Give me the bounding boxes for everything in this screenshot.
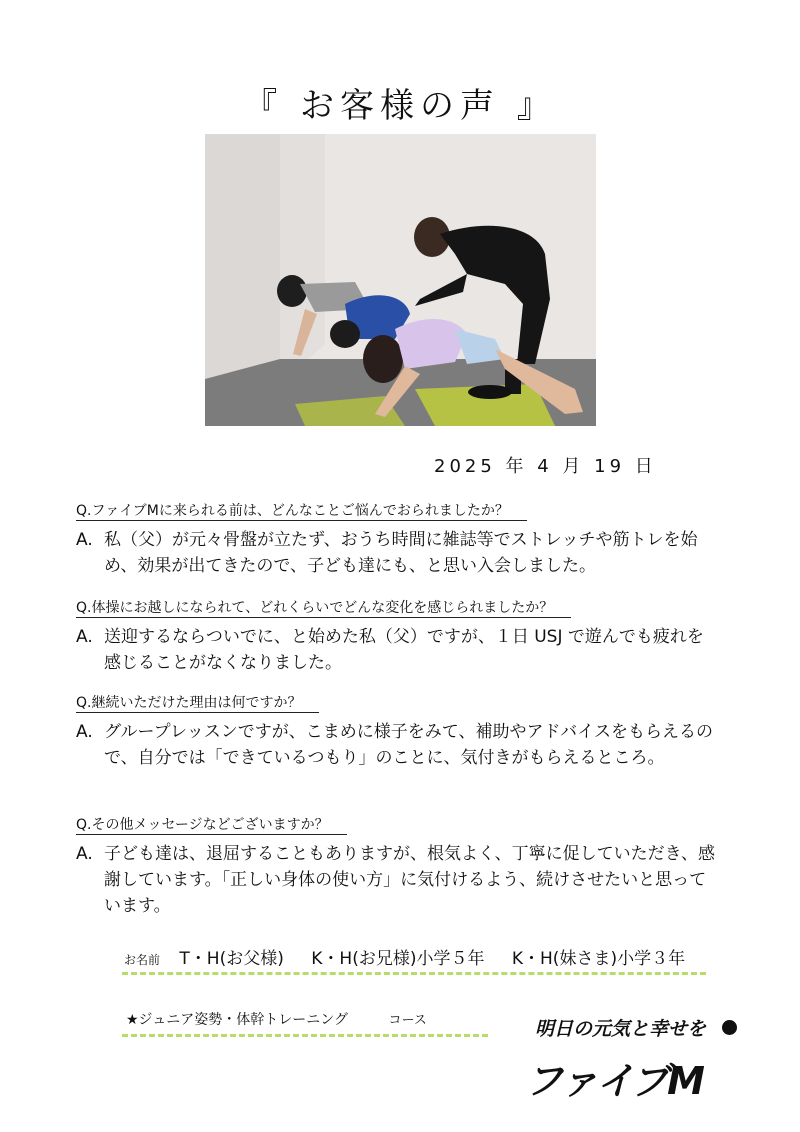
question-4: Q.その他メッセージなどございますか？ [76,816,347,835]
answer-4 [76,841,716,919]
names-label: お名前 [124,953,161,967]
name-father: T・H(お父様) [179,949,284,969]
answer-mark: A. [76,722,93,742]
brand-logo [525,1040,725,1103]
training-photo [205,134,596,426]
course-line [126,1009,427,1029]
answer-text: 子ども達は、退屈することもありますが、根気よく、丁寧に促していただき、感謝しています。「正しい身体の使い方」に気付けるよう、続けさせたいと思っています。 [104,844,715,916]
qa-block-3 [76,692,716,771]
name-sister: K・H(妹さま)小学３年 [511,949,686,969]
qa-block-1 [76,500,716,579]
logo-dot-icon [722,1020,737,1035]
answer-text: 送迎するならついでに、と始めた私（父）ですが、１日 USJ で遊んでも疲れを感じることがなくなりました。 [104,627,704,673]
answer-3 [76,719,716,771]
qa-block-2 [76,597,716,676]
names-dashed-underline [122,972,706,975]
customer-names [124,944,704,969]
answer-mark: A. [76,844,93,864]
date: 2025 年 4 月 19 日 [434,456,657,477]
qa-block-4 [76,814,716,919]
answer-2 [76,624,716,676]
answer-text: グループレッスンですが、こまめに様子をみて、補助やアドバイスをもらえるので、自分では「できているつもり」のことに、気付きがもらえるところ。 [104,722,713,768]
question-3: Q.継続いただけた理由は何ですか？ [76,694,319,713]
course-name: ★ジュニア姿勢・体幹トレーニング [126,1012,348,1028]
page-title: 『 お客様の声 』 [243,86,557,126]
brand-slogan: 明日の元気と幸せを [535,1018,707,1040]
course-suffix: コース [388,1013,427,1028]
logo-text: ファイブM [525,1059,703,1103]
answer-1 [76,527,716,579]
course-dashed-underline [122,1034,488,1037]
question-2: Q.体操にお越しになられて、どれくらいでどんな変化を感じられましたか？ [76,599,571,618]
answer-mark: A. [76,627,93,647]
answer-text: 私（父）が元々骨盤が立たず、おうち時間に雑誌等でストレッチや筋トレを始め、効果が出てきたので、子ども達にも、と思い入会しました。 [104,530,698,576]
answer-mark: A. [76,530,93,550]
question-1: Q.ファイブMに来られる前は、どんなことご悩んでおられましたか？ [76,502,527,521]
name-brother: K・H(お兄様)小学５年 [311,949,485,969]
